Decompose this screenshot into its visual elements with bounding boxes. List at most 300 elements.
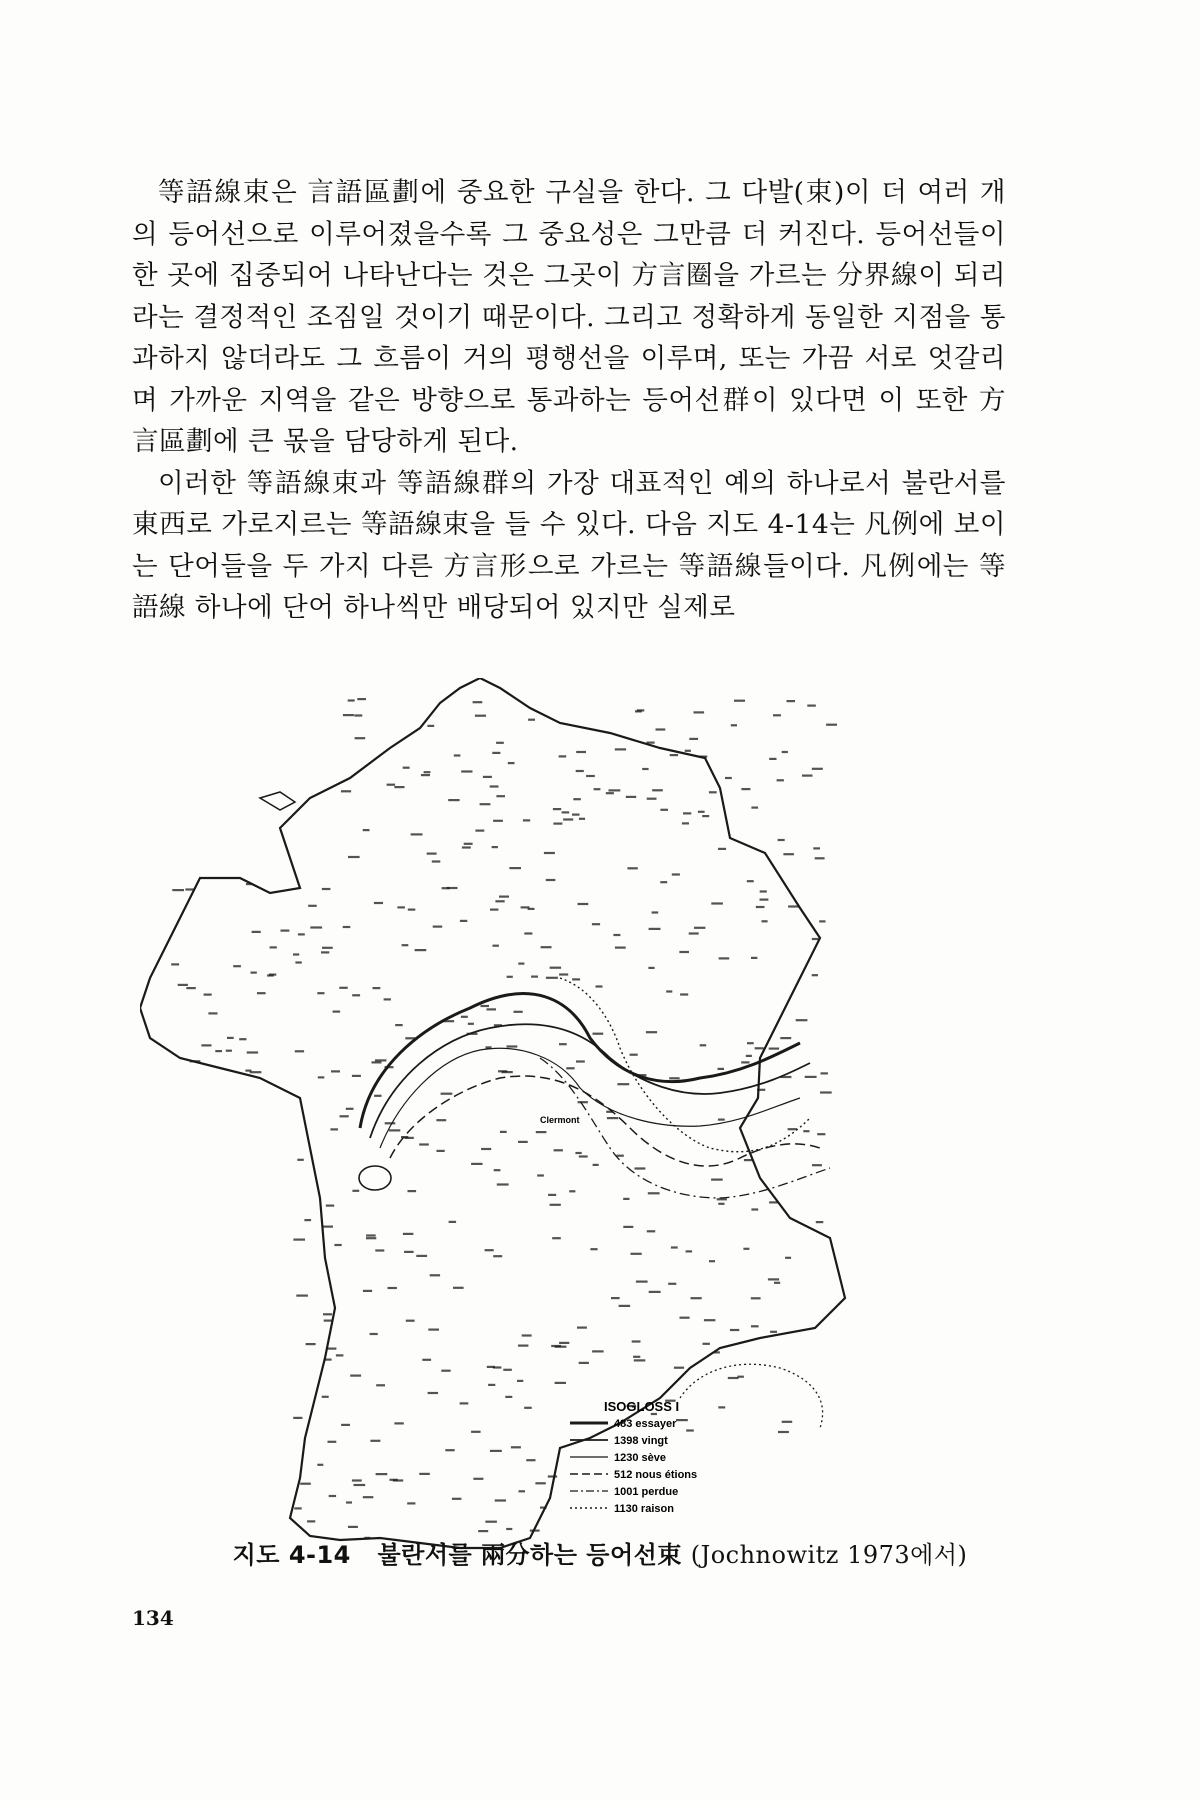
survey-point <box>461 1016 468 1018</box>
survey-point <box>422 1359 431 1361</box>
survey-point <box>494 1169 501 1171</box>
survey-point <box>773 714 781 716</box>
survey-point <box>257 992 266 994</box>
legend-label: 512 nous étions <box>614 1469 698 1481</box>
survey-point <box>481 1005 490 1007</box>
survey-point <box>462 846 471 848</box>
survey-point <box>408 1190 417 1192</box>
survey-point <box>694 711 705 713</box>
survey-point <box>636 1074 646 1076</box>
survey-point <box>751 1325 759 1327</box>
survey-point <box>821 1072 828 1074</box>
survey-point <box>648 967 654 969</box>
survey-point <box>317 1464 323 1466</box>
survey-point <box>718 1119 725 1121</box>
survey-point <box>572 814 580 816</box>
caption-citation: (Jochnowitz 1973에서) <box>690 1541 968 1569</box>
survey-point <box>354 714 362 716</box>
survey-point <box>310 926 322 928</box>
survey-point <box>432 860 441 862</box>
survey-point <box>700 1044 707 1046</box>
survey-point <box>352 1190 359 1192</box>
survey-point <box>636 1281 648 1283</box>
survey-point <box>247 1051 258 1053</box>
survey-point <box>703 1343 710 1345</box>
survey-point <box>487 1366 495 1368</box>
survey-point <box>453 1287 464 1289</box>
survey-point <box>445 1449 454 1451</box>
survey-point <box>370 1440 380 1442</box>
survey-point <box>674 1367 684 1369</box>
survey-point <box>635 710 642 712</box>
survey-point <box>796 1019 808 1021</box>
survey-point <box>375 1249 384 1251</box>
survey-point <box>448 799 459 801</box>
survey-point <box>449 1221 457 1223</box>
survey-point <box>204 994 212 996</box>
survey-point <box>694 927 705 929</box>
survey-point <box>493 945 499 947</box>
survey-point <box>496 742 504 744</box>
survey-point <box>185 888 194 890</box>
survey-point <box>215 1050 222 1052</box>
survey-point <box>526 1459 535 1461</box>
survey-point <box>508 762 515 764</box>
survey-point <box>812 768 823 770</box>
survey-point <box>679 951 689 953</box>
survey-point <box>760 890 767 892</box>
isogloss-perdue <box>540 1058 830 1198</box>
survey-point <box>428 1329 439 1331</box>
survey-point <box>471 1431 481 1433</box>
survey-point <box>579 1362 589 1364</box>
survey-point <box>452 1498 462 1500</box>
survey-point <box>326 1348 336 1350</box>
survey-point <box>363 829 370 831</box>
survey-point <box>322 1226 333 1228</box>
survey-point <box>553 823 562 825</box>
survey-point <box>321 951 329 953</box>
survey-point <box>473 1478 483 1480</box>
survey-point <box>746 1055 752 1057</box>
survey-point <box>385 1066 394 1068</box>
survey-point <box>709 1260 715 1262</box>
survey-point <box>528 719 535 721</box>
survey-point <box>293 953 299 955</box>
survey-point <box>475 830 484 832</box>
survey-point <box>615 947 626 949</box>
survey-point <box>490 909 498 911</box>
survey-point <box>719 957 730 959</box>
survey-point <box>647 798 657 800</box>
survey-point <box>517 1380 523 1382</box>
survey-point <box>343 714 354 716</box>
survey-point <box>623 1226 633 1228</box>
survey-point <box>576 770 584 772</box>
survey-point <box>366 1234 376 1236</box>
survey-point <box>548 1475 557 1477</box>
survey-point <box>300 1483 311 1485</box>
survey-point <box>372 1061 382 1063</box>
survey-point <box>807 705 816 707</box>
survey-point <box>780 1037 791 1039</box>
survey-point <box>402 944 409 946</box>
survey-point <box>540 1507 547 1509</box>
survey-point <box>343 926 351 928</box>
survey-point <box>350 1375 361 1377</box>
survey-point <box>493 1255 502 1257</box>
survey-point <box>782 751 788 753</box>
survey-point <box>668 1283 676 1285</box>
survey-point <box>652 789 663 791</box>
survey-point <box>331 1070 340 1072</box>
survey-point <box>611 1297 620 1299</box>
france-outline <box>140 678 845 1548</box>
survey-point <box>813 847 820 849</box>
survey-point <box>480 803 491 805</box>
survey-point <box>683 812 691 814</box>
survey-point <box>355 737 366 739</box>
survey-point <box>486 1046 492 1048</box>
survey-point <box>370 1333 378 1335</box>
survey-point <box>385 1122 396 1124</box>
survey-point <box>550 1204 561 1206</box>
survey-point <box>499 896 509 898</box>
survey-point <box>816 1221 824 1223</box>
survey-point <box>336 1354 344 1356</box>
survey-point <box>384 998 391 1000</box>
survey-point <box>390 1479 398 1481</box>
survey-point <box>548 1194 556 1196</box>
survey-point <box>553 808 561 810</box>
survey-point <box>709 791 717 793</box>
survey-point <box>443 1020 454 1022</box>
survey-point <box>322 1396 329 1398</box>
survey-point <box>487 1008 497 1010</box>
survey-point <box>536 1131 547 1133</box>
survey-point <box>751 807 758 809</box>
survey-point <box>572 978 580 980</box>
survey-point <box>802 775 813 777</box>
survey-point <box>239 1038 246 1040</box>
survey-point <box>488 1384 495 1386</box>
survey-point <box>755 1047 764 1049</box>
survey-point <box>492 752 500 754</box>
survey-point <box>201 1044 211 1046</box>
survey-point <box>672 873 680 875</box>
survey-point <box>573 798 581 800</box>
france-map-figure <box>140 678 1010 1568</box>
survey-point <box>819 920 825 922</box>
survey-point <box>363 1290 372 1292</box>
survey-point <box>594 788 601 790</box>
survey-point <box>535 1482 545 1484</box>
survey-point <box>511 1446 521 1448</box>
survey-point <box>559 755 567 757</box>
legend-item-seve <box>570 1452 666 1464</box>
caption-label: 지도 4-14 <box>232 1541 351 1569</box>
survey-point <box>437 1150 445 1152</box>
survey-point <box>569 1190 575 1192</box>
survey-point <box>555 1382 566 1384</box>
survey-point <box>172 889 184 891</box>
isogloss-seve <box>380 1048 800 1148</box>
survey-point <box>607 1117 618 1119</box>
survey-point <box>324 1320 332 1322</box>
survey-point <box>387 784 396 786</box>
survey-point <box>346 1108 354 1110</box>
survey-point <box>741 1061 749 1063</box>
survey-point <box>485 1521 497 1523</box>
survey-point <box>769 1048 779 1050</box>
survey-point <box>495 900 504 902</box>
survey-point <box>718 1203 724 1205</box>
survey-point <box>635 1167 646 1169</box>
survey-point <box>246 883 253 885</box>
survey-point <box>490 1450 502 1452</box>
survey-point <box>682 822 689 824</box>
survey-point <box>649 1291 661 1293</box>
survey-point <box>509 867 521 869</box>
survey-point <box>768 1278 779 1280</box>
survey-point <box>623 1198 629 1200</box>
survey-point <box>698 811 705 813</box>
survey-point <box>714 1351 720 1353</box>
survey-point <box>388 1287 397 1289</box>
survey-point <box>408 909 416 911</box>
survey-point <box>613 934 620 936</box>
survey-point <box>190 1060 201 1062</box>
survey-point <box>341 1424 350 1426</box>
survey-point <box>354 1484 366 1486</box>
survey-point <box>756 906 765 908</box>
survey-point <box>348 1526 358 1528</box>
survey-point <box>656 728 666 730</box>
survey-point <box>699 756 708 758</box>
survey-point <box>485 1249 494 1251</box>
legend-label: 1230 sève <box>614 1452 666 1464</box>
survey-point <box>352 994 360 996</box>
survey-point <box>744 1159 753 1161</box>
survey-point <box>787 700 796 702</box>
survey-point <box>186 987 196 989</box>
isogloss-southeast-dotted <box>680 1364 823 1428</box>
survey-point <box>405 1137 414 1139</box>
survey-point <box>546 879 556 881</box>
survey-point <box>577 1327 587 1329</box>
survey-point <box>467 1033 478 1035</box>
survey-point <box>297 1159 304 1161</box>
survey-point <box>669 1077 679 1079</box>
survey-point <box>785 1257 791 1259</box>
survey-point <box>363 1496 374 1498</box>
survey-point <box>348 856 360 858</box>
survey-point <box>579 1155 588 1157</box>
survey-point <box>646 742 654 744</box>
survey-point <box>397 906 405 908</box>
survey-point <box>352 1075 361 1077</box>
survey-point <box>296 1295 308 1297</box>
survey-point <box>506 1528 512 1530</box>
survey-point <box>373 987 381 989</box>
survey-point <box>689 738 698 740</box>
legend-label: 1398 vingt <box>614 1435 668 1447</box>
survey-point <box>731 724 737 726</box>
isogloss-map <box>140 678 1010 1568</box>
survey-point <box>503 1369 512 1371</box>
survey-point <box>646 1031 657 1033</box>
survey-point <box>747 1042 754 1044</box>
survey-point <box>460 920 467 922</box>
figure-caption <box>0 1535 1200 1570</box>
survey-point <box>478 1530 488 1532</box>
survey-point <box>505 1396 512 1398</box>
survey-point <box>375 1059 386 1061</box>
survey-point <box>546 977 558 979</box>
survey-point <box>406 1320 415 1322</box>
survey-point <box>633 1356 640 1358</box>
survey-point <box>803 1130 809 1132</box>
survey-point <box>609 789 621 791</box>
survey-point <box>769 1201 777 1203</box>
survey-point <box>757 1089 765 1091</box>
survey-point <box>770 1331 777 1333</box>
survey-point <box>702 815 709 817</box>
survey-point <box>294 1507 301 1509</box>
survey-point <box>778 839 785 841</box>
survey-point <box>441 1093 453 1095</box>
survey-point <box>562 811 570 813</box>
survey-point <box>544 852 555 854</box>
survey-point <box>270 946 277 948</box>
survey-point <box>322 888 331 890</box>
survey-point <box>334 1244 341 1246</box>
survey-point <box>514 1011 523 1013</box>
survey-point <box>317 992 324 994</box>
legend-item-essayer <box>570 1418 677 1430</box>
survey-point <box>306 1343 316 1345</box>
survey-point <box>389 1129 400 1131</box>
survey-point <box>680 1317 690 1319</box>
survey-point <box>670 754 678 756</box>
survey-point <box>507 1045 518 1047</box>
survey-point <box>774 1282 780 1284</box>
survey-point <box>686 1250 693 1252</box>
channel-islands <box>260 792 295 810</box>
paragraph: 等語線束은 言語區劃에 중요한 구실을 한다. 그 다발(束)이 더 여러 개의 등어선으로 이루어졌을수록 그 중요성은 그만큼 더 커진다. 등어선들이 한 곳에 집중되어 나타난다는 것은 그곳이 方言圈을 가르는 分界線이 되리라는 결정적인 조짐일 것이기 때문이다. 그리고 정확하게 동일한 지점을 통과하지 않더라도 그 흐름이 거의 평행선을 이루며, 또는 가끔 서로 엇갈리며 가까운 지역을 같은 방향으로 통과하는 등어선群이 있다면 이 또한 方言區劃에 큰 몫을 담당하게 된다. <box>132 177 1006 457</box>
survey-point <box>717 1198 727 1200</box>
survey-point <box>578 1101 588 1103</box>
survey-point <box>318 1076 325 1078</box>
caption-text: 불란서를 兩分하는 등어선束 <box>377 1541 682 1569</box>
survey-point <box>528 908 535 910</box>
survey-point <box>376 1384 385 1386</box>
survey-point <box>427 725 434 727</box>
survey-point <box>660 881 667 883</box>
survey-point <box>522 1334 532 1336</box>
survey-point <box>348 699 355 701</box>
survey-point <box>593 1164 599 1166</box>
survey-point <box>227 1037 234 1039</box>
survey-point <box>340 1115 349 1117</box>
survey-point <box>718 1406 725 1408</box>
survey-point <box>660 809 668 811</box>
survey-point <box>805 1076 817 1078</box>
survey-point <box>760 899 769 901</box>
survey-point <box>815 857 825 859</box>
survey-point <box>711 902 723 904</box>
survey-point <box>394 1422 403 1424</box>
survey-point <box>666 990 672 992</box>
survey-point <box>559 973 568 975</box>
survey-point <box>475 715 486 717</box>
legend-item-raison <box>570 1503 674 1515</box>
survey-point <box>427 853 437 855</box>
survey-point <box>541 946 552 948</box>
survey-point <box>586 775 595 777</box>
survey-point <box>741 788 750 790</box>
body-text <box>132 172 1006 629</box>
survey-point <box>671 1246 678 1248</box>
survey-point <box>788 1128 798 1130</box>
survey-point <box>468 1023 474 1025</box>
survey-point <box>403 767 410 769</box>
survey-point <box>592 923 600 925</box>
survey-point <box>366 1237 376 1239</box>
survey-point <box>642 768 648 770</box>
survey-point <box>685 750 691 752</box>
survey-point <box>737 1376 744 1378</box>
survey-point <box>496 795 505 797</box>
survey-point <box>481 1148 491 1150</box>
survey-point <box>751 957 757 959</box>
survey-point <box>531 976 538 978</box>
survey-point <box>689 932 699 934</box>
survey-point <box>554 1149 563 1151</box>
survey-point <box>575 1152 581 1154</box>
survey-point <box>647 1230 655 1232</box>
survey-point <box>252 931 261 933</box>
survey-point <box>328 1441 337 1443</box>
survey-point <box>812 938 819 940</box>
page-number: 134 <box>132 1606 174 1630</box>
survey-point <box>324 1359 332 1361</box>
survey-point <box>281 930 290 932</box>
survey-point <box>428 1392 439 1394</box>
survey-point <box>518 1141 528 1143</box>
survey-point <box>632 1340 641 1342</box>
legend-item-vingt <box>570 1435 668 1447</box>
survey-point <box>454 754 461 756</box>
survey-point <box>322 947 333 949</box>
survey-point <box>473 701 483 703</box>
survey-point <box>596 985 603 987</box>
survey-point <box>648 1192 660 1194</box>
survey-point <box>436 1119 446 1121</box>
survey-point <box>171 963 179 965</box>
survey-point <box>676 1419 688 1421</box>
survey-point <box>352 1479 362 1481</box>
survey-points <box>171 698 837 1539</box>
survey-point <box>395 1024 403 1026</box>
survey-point <box>394 786 404 788</box>
survey-point <box>233 965 241 967</box>
survey-point <box>330 1128 338 1130</box>
survey-point <box>743 1248 749 1250</box>
survey-point <box>728 1377 739 1379</box>
survey-point <box>411 833 423 835</box>
survey-point <box>649 928 661 930</box>
